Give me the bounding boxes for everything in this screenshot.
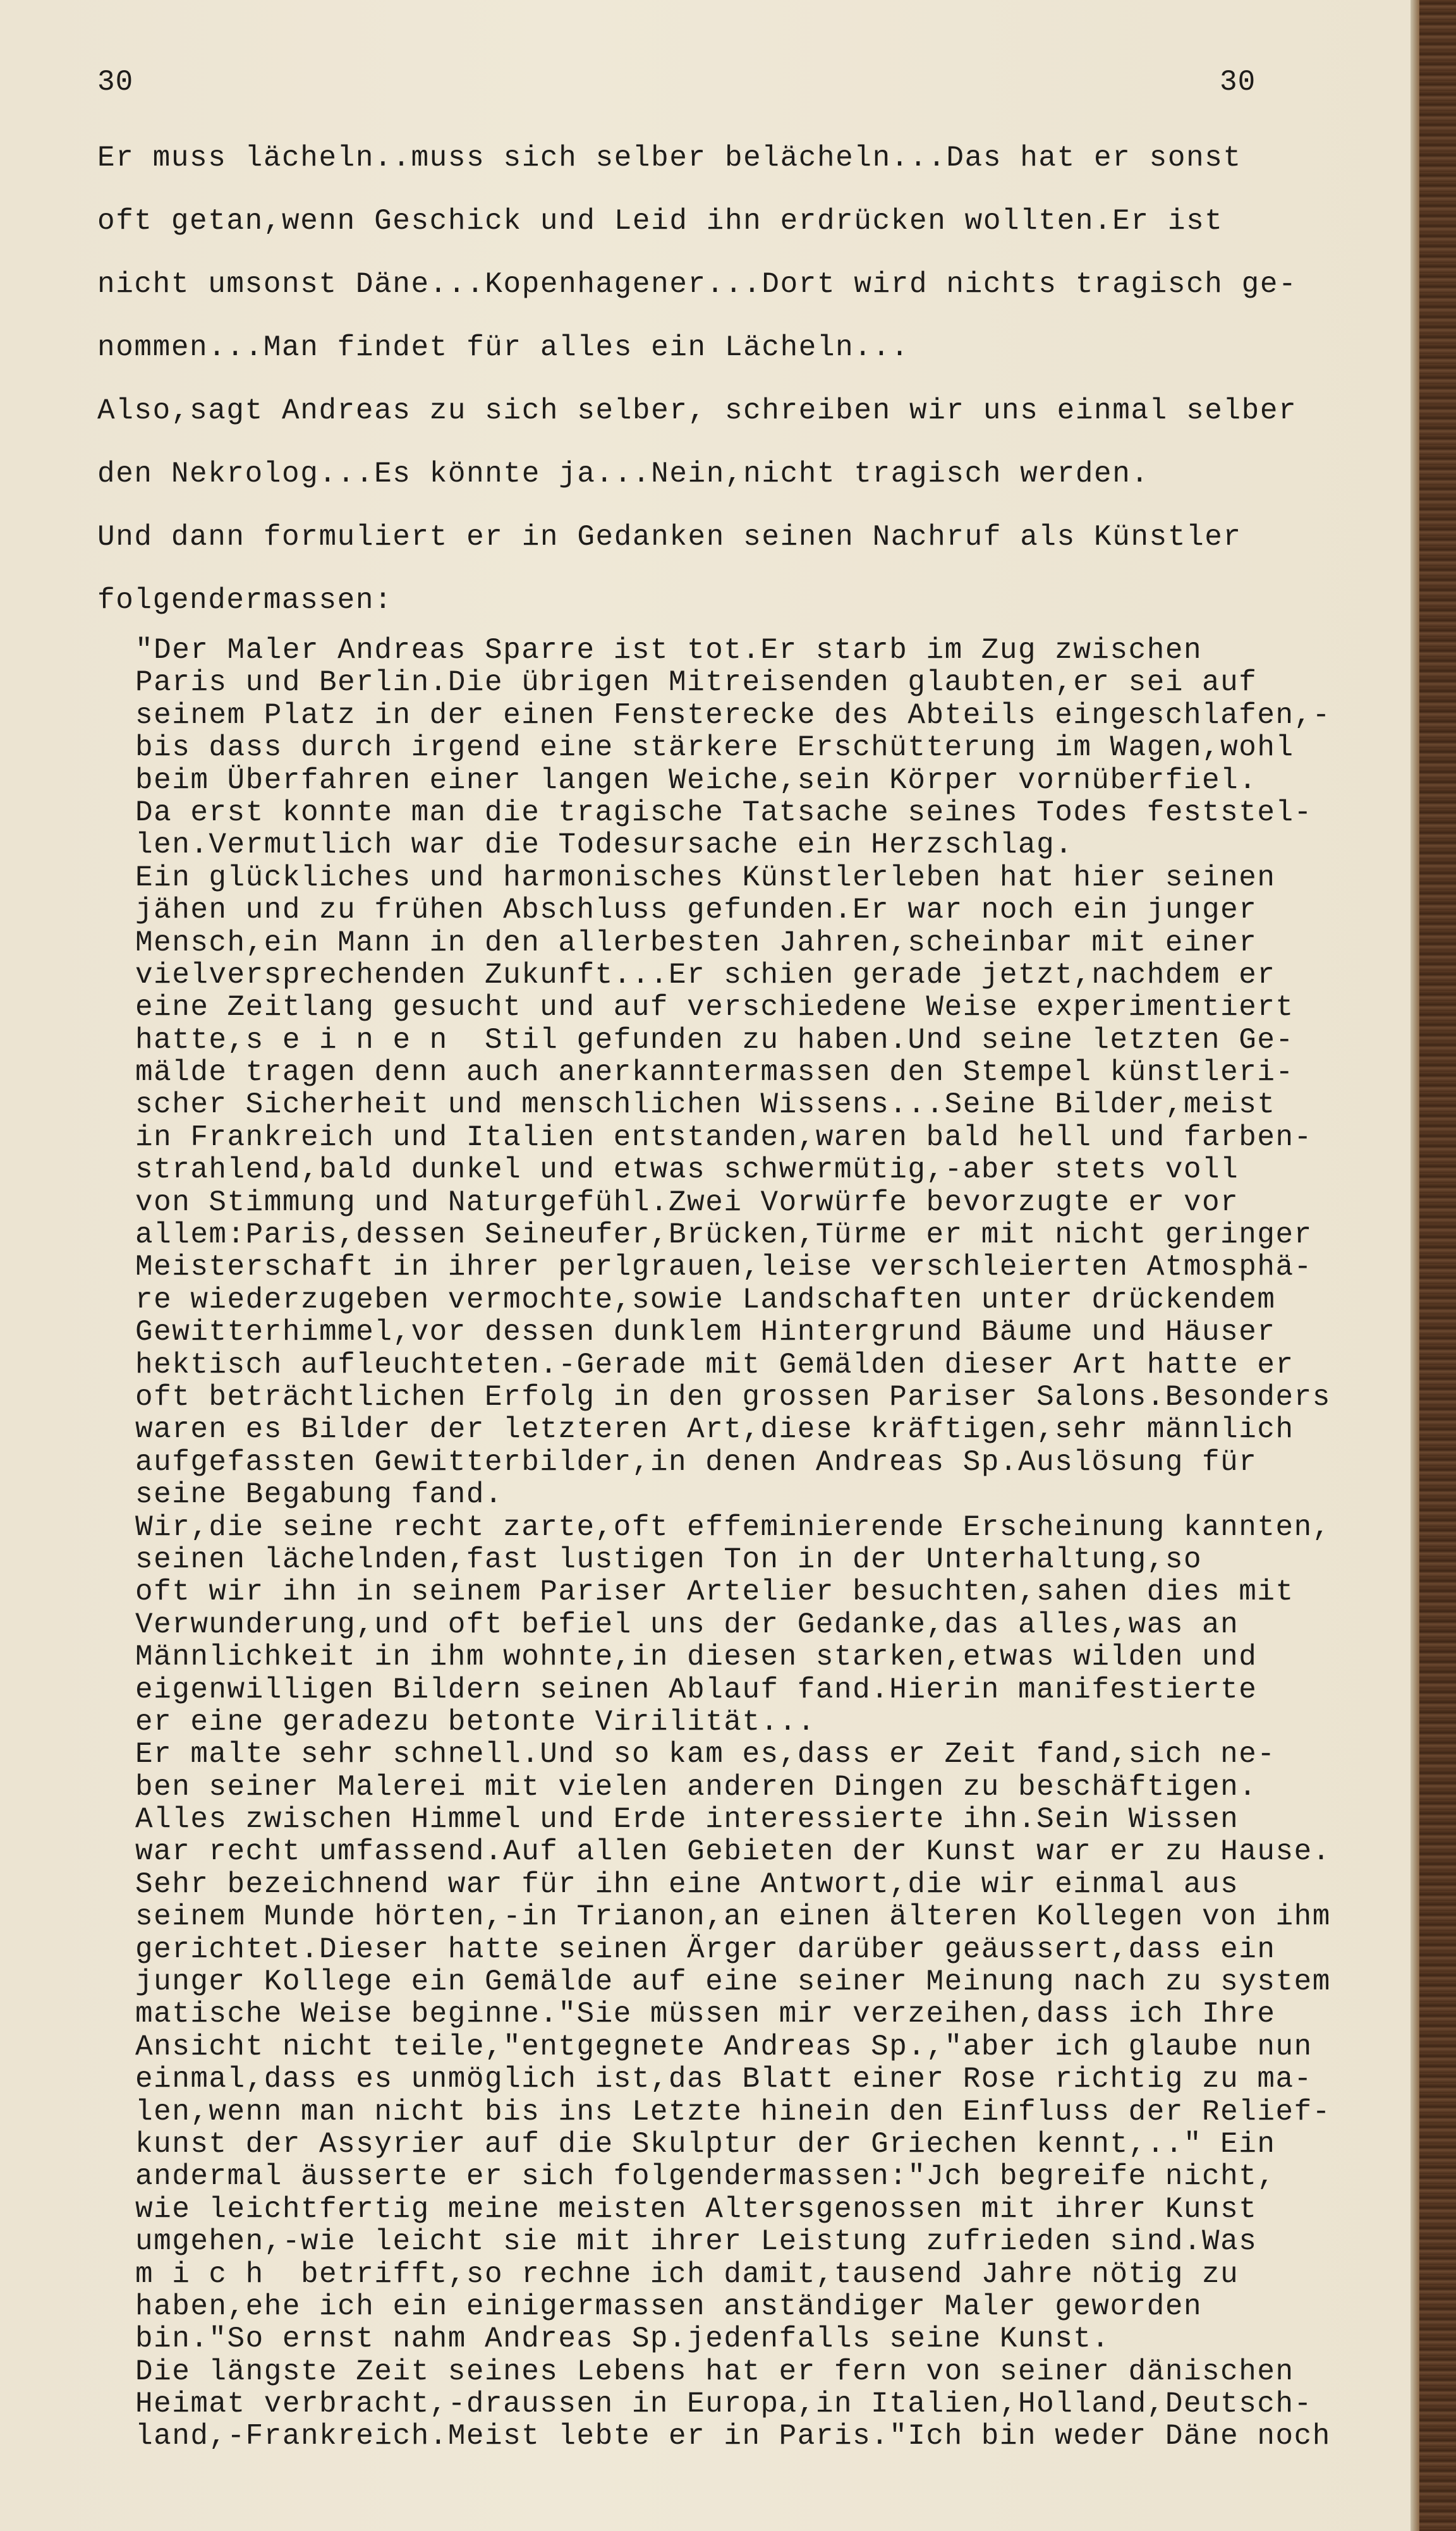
text-line: Männlichkeit in ihm wohnte,in diesen starken,etwas wilden und (135, 1641, 1258, 1674)
text-line: er eine geradezu betonte Virilität... (135, 1705, 816, 1739)
text-line: jähen und zu frühen Abschluss gefunden.Er war noch ein junger (135, 894, 1258, 927)
text-line: eigenwilligen Bildern seinen Ablauf fand.Hierin manifestierte (135, 1673, 1258, 1706)
text-line: hatte,s e i n e n Stil gefunden zu haben.Und seine letzten Ge- (135, 1023, 1294, 1057)
text-line: umgehen,-wie leicht sie mit ihrer Leistung zufrieden sind.Was (135, 2225, 1258, 2259)
text-line: ben seiner Malerei mit vielen anderen Dingen zu beschäftigen. (135, 1770, 1258, 1804)
text-line: Ansicht nicht teile,"entgegnete Andreas Sp.,"aber ich glaube nun (135, 2030, 1313, 2063)
text-line: len,wenn man nicht bis ins Letzte hinein den Einfluss der Relief- (135, 2095, 1331, 2128)
text-line: war recht umfassend.Auf allen Gebieten der Kunst war er zu Hause. (135, 1835, 1331, 1869)
text-line: seinem Platz in der einen Fensterecke des Abteils eingeschlafen,- (135, 698, 1331, 732)
text-line: seinen lächelnden,fast lustigen Ton in der Unterhaltung,so (135, 1543, 1203, 1576)
text-line: seine Begabung fand. (135, 1478, 504, 1512)
text-line: Wir,die seine recht zarte,oft effeminierende Erscheinung kannten, (135, 1510, 1331, 1544)
text-line: Sehr bezeichnend war für ihn eine Antwort,die wir einmal aus (135, 1867, 1239, 1901)
text-line: bin."So ernst nahm Andreas Sp.jedenfalls seine Kunst. (135, 2322, 1110, 2356)
text-line: oft beträchtlichen Erfolg in den grossen Pariser Salons.Besonders (135, 1380, 1331, 1414)
text-line: seinem Munde hörten,-in Trianon,an einen älteren Kollegen von ihm (135, 1900, 1331, 1934)
text-line: m i c h betrifft,so rechne ich damit,tausend Jahre nötig zu (135, 2257, 1239, 2291)
text-line: Alles zwischen Himmel und Erde interessierte ihn.Sein Wissen (135, 1803, 1239, 1836)
text-line: bis dass durch irgend eine stärkere Erschütterung im Wagen,wohl (135, 731, 1294, 765)
text-line: Er malte sehr schnell.Und so kam es,dass er Zeit fand,sich ne- (135, 1738, 1276, 1771)
text-line: gerichtet.Dieser hatte seinen Ärger darüber geäussert,dass ein (135, 1933, 1276, 1966)
text-line: oft getan,wenn Geschick und Leid ihn erdrücken wollten.Er ist (97, 205, 1223, 238)
text-line: haben,ehe ich ein einigermassen anständiger Maler geworden (135, 2290, 1203, 2323)
text-line: Ein glückliches und harmonisches Künstlerleben hat hier seinen (135, 861, 1276, 894)
text-line: Er muss lächeln..muss sich selber belächeln...Das hat er sonst (97, 142, 1242, 174)
text-line: beim Überfahren einer langen Weiche,sein Körper vornüberfiel. (135, 763, 1258, 797)
text-line: mälde tragen denn auch anerkanntermassen den Stempel künstleri- (135, 1056, 1294, 1089)
text-line: Meisterschaft in ihrer perlgrauen,leise verschleierten Atmosphä- (135, 1251, 1313, 1284)
text-line: andermal äusserte er sich folgendermassen:"Jch begreife nicht, (135, 2160, 1276, 2194)
text-line: strahlend,bald dunkel und etwas schwermütig,-aber stets voll (135, 1153, 1239, 1187)
text-line: den Nekrolog...Es könnte ja...Nein,nicht tragisch werden. (97, 458, 1150, 490)
text-line: wie leichtfertig meine meisten Altersgenossen mit ihrer Kunst (135, 2192, 1258, 2226)
text-line: Verwunderung,und oft befiel uns der Gedanke,das alles,was an (135, 1608, 1239, 1641)
text-line: von Stimmung und Naturgefühl.Zwei Vorwürfe bevorzugte er vor (135, 1186, 1239, 1219)
text-line: Paris und Berlin.Die übrigen Mitreisenden glaubten,er sei auf (135, 666, 1258, 700)
text-line: kunst der Assyrier auf die Skulptur der Griechen kennt,.." Ein (135, 2127, 1276, 2161)
text-line: re wiederzugeben vermochte,sowie Landschaften unter drückendem (135, 1283, 1276, 1316)
text-line: vielversprechenden Zukunft...Er schien gerade jetzt,nachdem er (135, 958, 1276, 992)
text-line: land,-Frankreich.Meist lebte er in Paris."Ich bin weder Däne noch (135, 2420, 1331, 2453)
text-line: "Der Maler Andreas Sparre ist tot.Er starb im Zug zwischen (135, 634, 1203, 667)
text-line: nommen...Man findet für alles ein Lächeln... (97, 331, 909, 364)
text-line: matische Weise beginne."Sie müssen mir verzeihen,dass ich Ihre (135, 1998, 1276, 2031)
book-binding-edge (1410, 0, 1456, 2531)
text-line: aufgefassten Gewitterbilder,in denen Andreas Sp.Auslösung für (135, 1445, 1258, 1479)
text-line: junger Kollege ein Gemälde auf eine seiner Meinung nach zu system (135, 1965, 1331, 1999)
intro-paragraph (97, 126, 1361, 632)
text-line: einmal,dass es unmöglich ist,das Blatt einer Rose richtig zu ma- (135, 2063, 1313, 2096)
text-line: hektisch aufleuchteten.-Gerade mit Gemälden dieser Art hatte er (135, 1348, 1294, 1381)
page-number-left: 30 (97, 66, 134, 99)
text-line: waren es Bilder der letzteren Art,diese kräftigen,sehr männlich (135, 1413, 1294, 1447)
text-line: eine Zeitlang gesucht und auf verschiedene Weise experimentiert (135, 991, 1294, 1024)
nekrolog-text (135, 634, 1393, 2453)
text-line: Da erst konnte man die tragische Tatsache seines Todes feststel- (135, 796, 1313, 829)
text-line: oft wir ihn in seinem Pariser Artelier besuchten,sahen dies mit (135, 1575, 1294, 1609)
text-line: Also,sagt Andreas zu sich selber, schreiben wir uns einmal selber (97, 394, 1297, 427)
text-line: Gewitterhimmel,vor dessen dunklem Hintergrund Bäume und Häuser (135, 1316, 1276, 1349)
text-line: len.Vermutlich war die Todesursache ein Herzschlag. (135, 828, 1074, 862)
text-line: Mensch,ein Mann in den allerbesten Jahren,scheinbar mit einer (135, 926, 1258, 959)
text-line: allem:Paris,dessen Seineufer,Brücken,Türme er mit nicht geringer (135, 1218, 1313, 1252)
text-line: folgendermassen: (97, 584, 393, 617)
text-line: in Frankreich und Italien entstanden,waren bald hell und farben- (135, 1120, 1313, 1154)
text-line: Die längste Zeit seines Lebens hat er fern von seiner dänischen (135, 2355, 1294, 2388)
text-line: Und dann formuliert er in Gedanken seinen Nachruf als Künstler (97, 521, 1242, 554)
text-line: scher Sicherheit und menschlichen Wissens...Seine Bilder,meist (135, 1088, 1276, 1122)
page-number-right: 30 (1220, 66, 1256, 99)
text-line: Heimat verbracht,-draussen in Europa,in Italien,Holland,Deutsch- (135, 2388, 1313, 2421)
text-line: nicht umsonst Däne...Kopenhagener...Dort wird nichts tragisch ge- (97, 268, 1297, 301)
